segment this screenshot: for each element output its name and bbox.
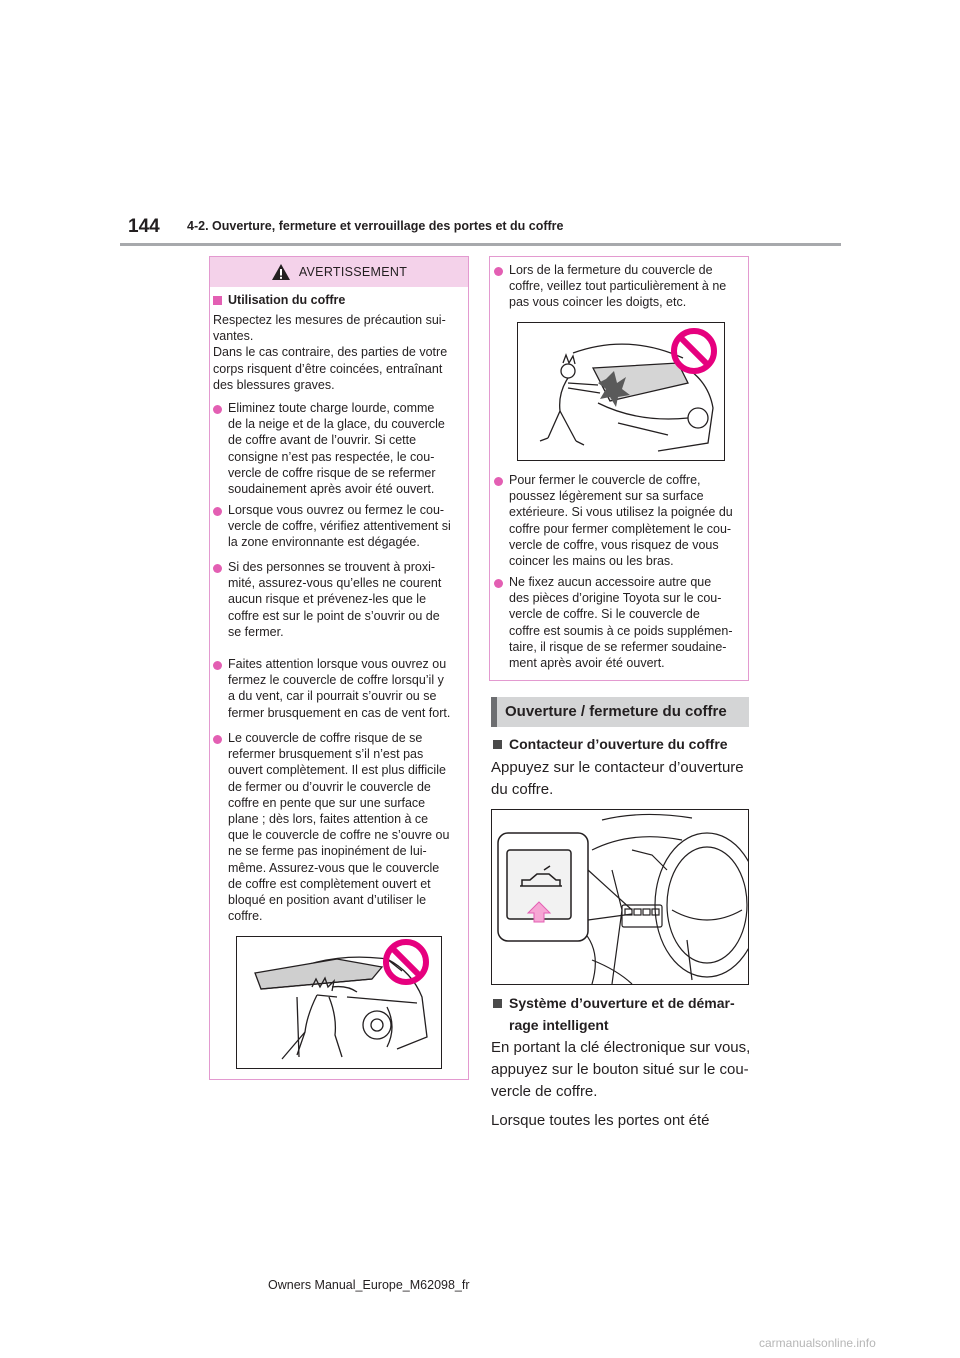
subsection-text: En portant la clé électronique sur vous, appuyez sur le bouton situé sur le cou- vercle de coffre. [491, 1039, 751, 1100]
bullet-icon [213, 661, 222, 670]
bullet-icon [494, 579, 503, 588]
warning-bullet: Pour fermer le couvercle de coffre, poussez légèrement sur sa surface extérieure. Si vous utilisez la poignée du coffre pour fermer complètement le cou- vercle de coffre, vous risquez de vous coincer les mains ou les bras. [509, 473, 733, 569]
dashboard-trunk-switch-icon [492, 810, 748, 984]
person-closing-trunk-icon [518, 323, 724, 460]
square-bullet-icon [493, 740, 502, 749]
closing-hazard-illustration [517, 322, 725, 461]
bullet-icon [213, 507, 222, 516]
warning-bullet: Lorsque vous ouvrez ou fermez le cou- vercle de coffre, vérifiez attentivement si la zone environnante est dégagée. [228, 503, 451, 550]
bullet-icon [213, 564, 222, 573]
bullet-icon [213, 735, 222, 744]
square-bullet-icon [493, 999, 502, 1008]
bullet-icon [494, 477, 503, 486]
square-bullet-icon [213, 296, 222, 305]
person-trunk-lid-icon [237, 937, 441, 1068]
subsection-text: Appuyez sur le contacteur d’ouverture du coffre. [491, 759, 744, 798]
page-number: 144 [128, 216, 160, 237]
warning-title: AVERTISSEMENT [298, 265, 408, 279]
footer-watermark: carmanualsonline.info [759, 1336, 876, 1350]
warning-box-left [209, 256, 469, 1080]
bullet-icon [494, 267, 503, 276]
warning-heading: Utilisation du coffre [228, 293, 346, 307]
warning-intro: Respectez les mesures de précaution sui- vantes. Dans le cas contraire, des parties de votre corps risquent d’être coincées, entraînant des blessures graves. [213, 313, 448, 392]
section-title: 4-2. Ouverture, fermeture et verrouillage des portes et du coffre [187, 219, 564, 233]
warning-bullet: Eliminez toute charge lourde, comme de la neige et de la glace, du couvercle de coffre avant de l’ouvrir. Si cette consigne n’est pas respectée, le cou- vercle de coffre risque de se refermer soudainement après avoir été ouvert. [228, 401, 445, 497]
trunk-hazard-illustration [236, 936, 442, 1069]
subsection-title: Contacteur d’ouverture du coffre [509, 736, 728, 752]
warning-bullet: Si des personnes se trouvent à proxi- mité, assurez-vous qu’elles ne courent aucun risque et prévenez-les que le coffre est sur le point de s’ouvrir ou de se fermer. [228, 560, 442, 639]
header-rule [120, 243, 841, 246]
warning-box-right [489, 256, 749, 681]
warning-bullet: Le couvercle de coffre risque de se refermer brusquement s’il n’est pas ouvert complètement. Il est plus difficile de fermer ou d’ouvrir le couvercle de coffre en pente que sur une surface plane ; dès lors, faites attention à ce que le couvercle de coffre ne s’ouvre ou ne se ferme pas inopinément de lui- même. Assurez-vous que le couvercle de coffre est complètement ouvert et bloqué en position avant d’utiliser le coffre. [228, 731, 450, 924]
warning-triangle-icon [271, 263, 291, 281]
warning-bullet: Lors de la fermeture du couvercle de coffre, veillez tout particulièrement à ne pas vous coincer les doigts, etc. [509, 263, 727, 310]
bullet-icon [213, 405, 222, 414]
warning-header [210, 257, 468, 287]
section-banner: Ouverture / fermeture du coffre [491, 697, 749, 727]
prohibition-icon [674, 331, 714, 371]
subsection-title: Système d’ouverture et de démar- rage intelligent [509, 995, 735, 1033]
subsection-text: Lorsque toutes les portes ont été [491, 1112, 710, 1129]
warning-bullet: Faites attention lorsque vous ouvrez ou fermez le couvercle de coffre lorsqu’il y a du vent, car il pourrait s’ouvrir ou se fermer brusquement en cas de vent fort. [228, 657, 451, 720]
trunk-switch-illustration [491, 809, 749, 985]
footer-doc-id: Owners Manual_Europe_M62098_fr [268, 1278, 470, 1292]
warning-bullet: Ne fixez aucun accessoire autre que des pièces d’origine Toyota sur le cou- vercle de coffre. Si le couvercle de coffre est soumis à ce poids supplémen- taire, il risque de se refermer soudaine- ment après avoir été ouvert. [509, 575, 733, 671]
